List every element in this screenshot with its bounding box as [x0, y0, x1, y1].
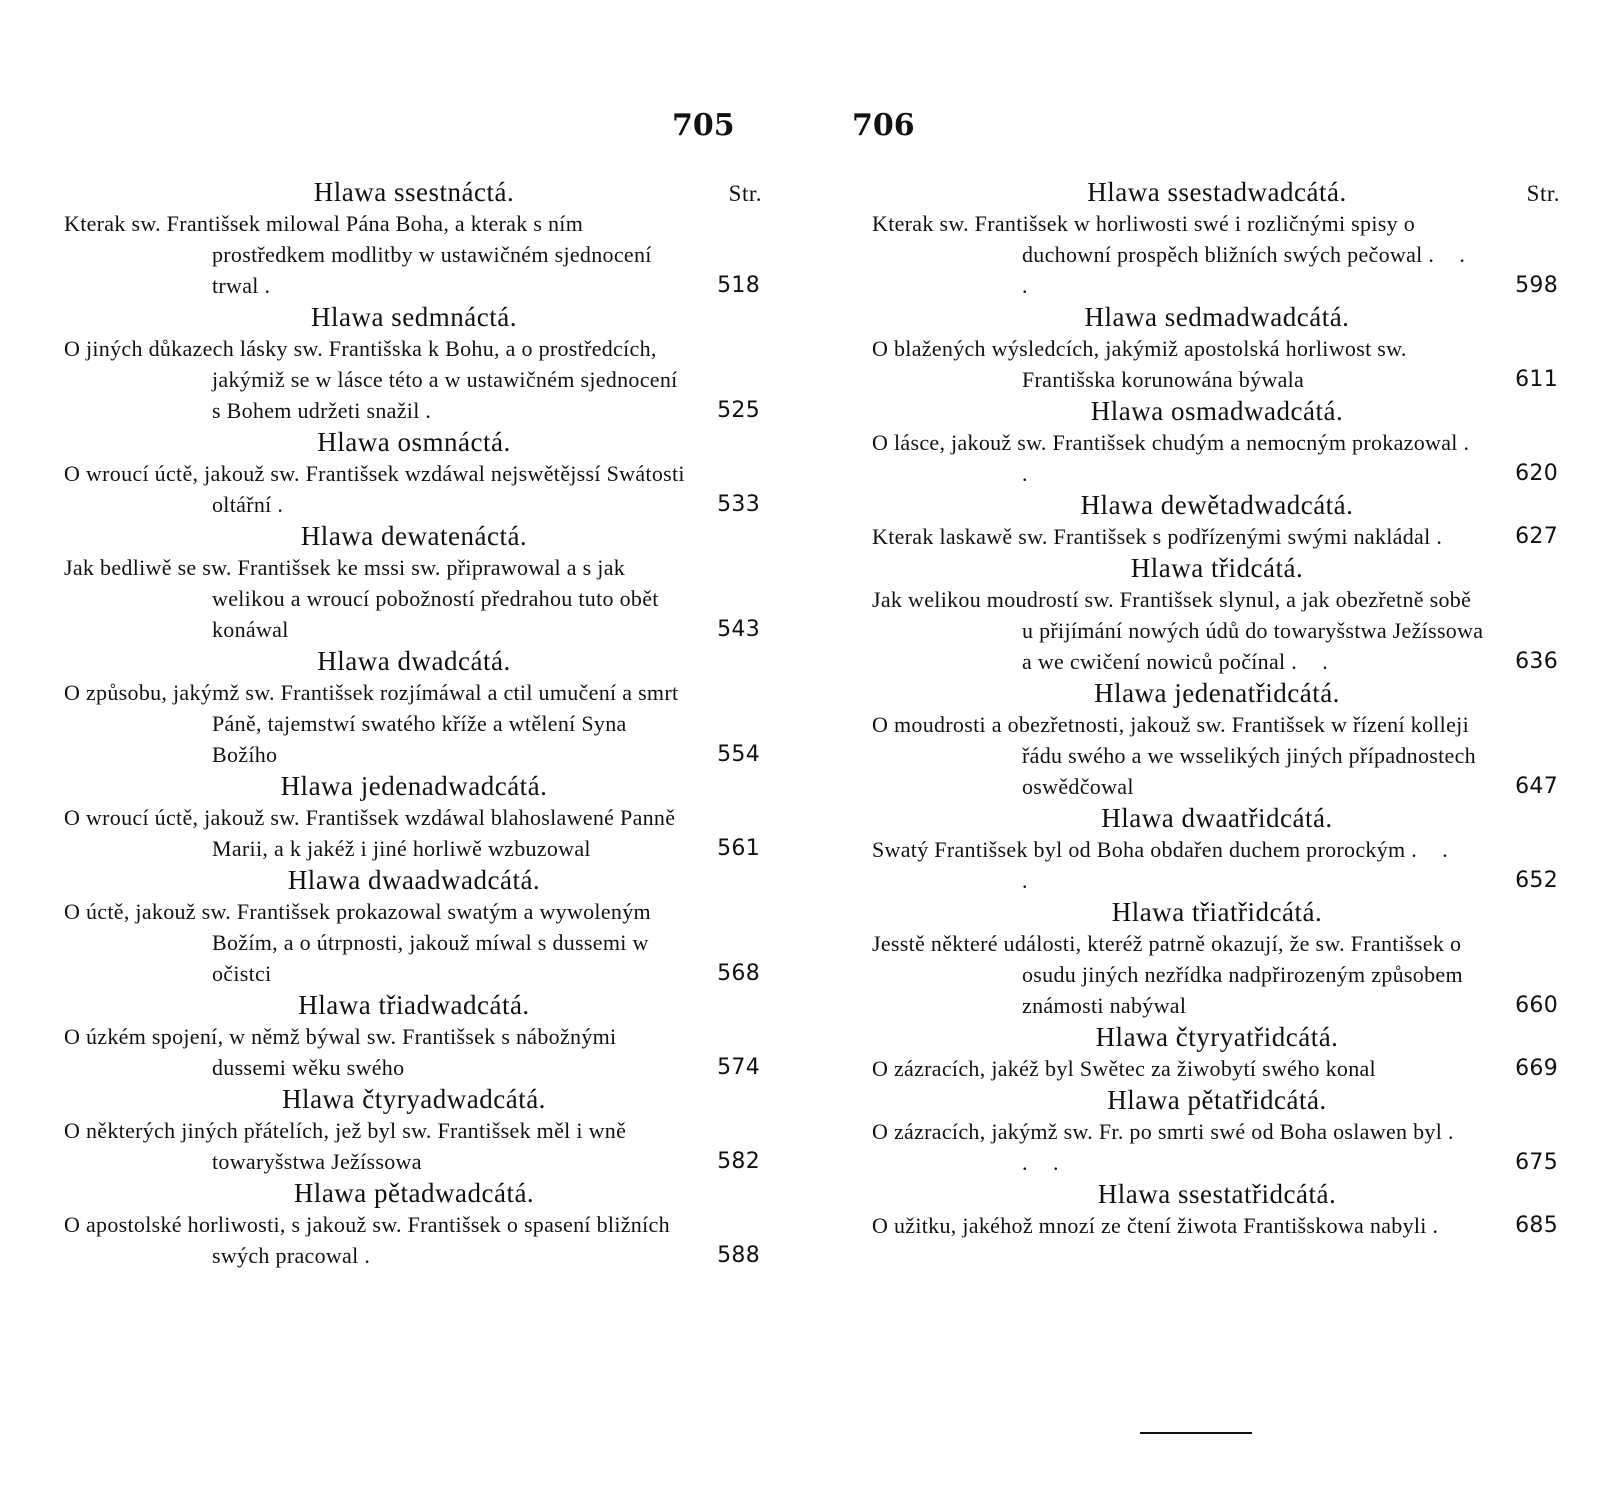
toc-entry [872, 1116, 1562, 1178]
chapter-title [872, 176, 1562, 208]
closing-rule [1140, 1432, 1252, 1434]
toc-entry [872, 1053, 1562, 1084]
entry-leader: . . [1291, 649, 1338, 674]
entry-page-number: 588 [717, 1243, 760, 1268]
chapter-title-text: Hlawa sedmadwadcátá. [1084, 302, 1350, 332]
toc-entry [872, 521, 1562, 552]
chapter-title [872, 489, 1562, 521]
chapter-title [64, 645, 764, 677]
chapter-title [64, 989, 764, 1021]
entry-page-number: 533 [717, 492, 760, 517]
chapter-title-text: Hlawa jedenadwadcátá. [280, 771, 548, 801]
toc-entry [872, 584, 1562, 677]
entry-text: O úzkém spojení, w němž býwal sw. Františsek s nábožnými dussemi wěku swého [64, 1024, 617, 1080]
entry-page-number: 611 [1515, 367, 1558, 392]
toc-entry [64, 1209, 764, 1271]
page-column-label: Str. [728, 181, 762, 206]
chapter-title [872, 1021, 1562, 1053]
chapter-title-text: Hlawa ssestadwadcátá. [1087, 177, 1347, 207]
chapter-title [872, 677, 1562, 709]
toc-entry [872, 427, 1562, 489]
entry-leader: . [425, 398, 441, 423]
page-number-right: 706 [852, 108, 915, 143]
entry-leader: . [1432, 1213, 1449, 1238]
entry-text: O některých jiných přátelích, jež byl sw. Františsek měl i wně towaryšstwa Ježíssowa [64, 1118, 627, 1174]
entry-text: Kterak sw. Františsek w horliwosti swé i rozličnými spisy o duchowní prospěch bližních swých pečowal [872, 211, 1423, 267]
chapter-title-text: Hlawa třidcátá. [1130, 553, 1304, 583]
chapter-title [64, 426, 764, 458]
entry-leader: . . . [1022, 837, 1458, 893]
entry-leader: . . . [1022, 1119, 1464, 1175]
chapter-title-text: Hlawa dwadcátá. [317, 646, 511, 676]
chapter-title-text: Hlawa třiadwadcátá. [298, 990, 530, 1020]
entry-page-number: 636 [1515, 649, 1558, 674]
chapter-title [872, 802, 1562, 834]
toc-column-left [64, 176, 764, 1271]
chapter-title-text: Hlawa třiatřidcátá. [1111, 897, 1323, 927]
toc-entry [64, 1115, 764, 1177]
chapter-title-text: Hlawa dwaatřidcátá. [1101, 803, 1333, 833]
toc-entry [872, 834, 1562, 896]
entry-text: O užitku, jakéhož mnozí ze čtení žiwota Františskowa nabyli [872, 1213, 1427, 1238]
chapter-title [872, 395, 1562, 427]
entry-leader: . [1436, 524, 1452, 549]
chapter-title [64, 864, 764, 896]
chapter-title [64, 1083, 764, 1115]
entry-text: O zázracích, jakéž byl Swětec za žiwobytí swého konal [872, 1056, 1376, 1081]
entry-text: Swatý Františsek byl od Boha obdařen duchem prorockým [872, 837, 1406, 862]
toc-column-right [872, 176, 1562, 1241]
toc-entry [64, 1021, 764, 1083]
toc-entry [872, 1210, 1562, 1241]
chapter-title-text: Hlawa ssestnáctá. [313, 177, 515, 207]
entry-page-number: 685 [1515, 1213, 1558, 1238]
entry-page-number: 568 [717, 961, 760, 986]
toc-entry [872, 208, 1562, 301]
entry-page-number: 543 [717, 617, 760, 642]
page-column-label: Str. [1526, 181, 1560, 206]
chapter-title [872, 1084, 1562, 1116]
entry-text: Kterak sw. Františsek milowal Pána Boha, a kterak s ním prostředkem modlitby w ustawičném sjednocení trwal [64, 211, 652, 298]
entry-page-number: 554 [717, 742, 760, 767]
chapter-title [64, 301, 764, 333]
chapter-title [872, 552, 1562, 584]
chapter-title-text: Hlawa pětatřidcátá. [1107, 1085, 1327, 1115]
entry-page-number: 518 [717, 273, 760, 298]
toc-entry [64, 458, 764, 520]
chapter-title [872, 896, 1562, 928]
entry-text: O jiných důkazech lásky sw. Františska k Bohu, a o prostředcích, jakýmiž se w lásce této a w ustawičném sjednocení s Bohem udržeti snažil [64, 336, 678, 423]
entry-text: Jesstě některé události, kteréž patrně okazují, že sw. Františsek o osudu jiných nezřídka nadpřirozeným způsobem známosti nabýwal [872, 931, 1463, 1018]
page-number-left: 705 [672, 108, 735, 143]
chapter-title-text: Hlawa ssestatřidcátá. [1097, 1179, 1337, 1209]
toc-entry [64, 333, 764, 426]
entry-text: Jak welikou moudrostí sw. Františsek slynul, a jak obezřetně sobě u přijímání nowých údů do towaryšstwa Ježíssowa a we cwičení nowiců počínal [872, 587, 1484, 674]
chapter-title-text: Hlawa čtyryatřidcátá. [1095, 1022, 1339, 1052]
entry-leader: . [264, 273, 281, 298]
chapter-title-text: Hlawa dwaadwadcátá. [287, 865, 541, 895]
entry-text: O blažených wýsledcích, jakýmiž apostolská horliwost sw. Františska korunowána býwala [872, 336, 1407, 392]
chapter-title-text: Hlawa dewětadwadcátá. [1080, 490, 1354, 520]
entry-page-number: 675 [1515, 1150, 1558, 1175]
entry-text: Kterak laskawě sw. Františsek s podřízenými swými nakládal [872, 524, 1431, 549]
chapter-title [64, 1177, 764, 1209]
chapter-title [872, 1178, 1562, 1210]
entry-page-number: 525 [717, 398, 760, 423]
toc-entry [64, 552, 764, 645]
entry-page-number: 660 [1515, 993, 1558, 1018]
toc-entry [872, 333, 1562, 395]
chapter-title [872, 301, 1562, 333]
chapter-title-text: Hlawa dewatenáctá. [300, 521, 528, 551]
entry-leader: . . . [1022, 242, 1475, 298]
entry-page-number: 652 [1515, 868, 1558, 893]
entry-leader: . [277, 492, 293, 517]
chapter-title-text: Hlawa sedmnáctá. [311, 302, 517, 332]
entry-page-number: 598 [1515, 273, 1558, 298]
entry-page-number: 620 [1515, 461, 1558, 486]
entry-page-number: 561 [717, 836, 760, 861]
entry-page-number: 647 [1515, 774, 1558, 799]
entry-page-number: 627 [1515, 524, 1558, 549]
entry-page-number: 574 [717, 1055, 760, 1080]
chapter-title [64, 520, 764, 552]
toc-entry [64, 802, 764, 864]
entry-text: O wroucí úctě, jakouž sw. Františsek wzdáwal blahoslawené Panně Marii, a k jakéž i jiné horliwě wzbuzowal [64, 805, 676, 861]
entry-leader: . [364, 1243, 380, 1268]
chapter-title-text: Hlawa osmnáctá. [317, 427, 511, 457]
toc-entry [64, 896, 764, 989]
chapter-title-text: Hlawa osmadwadcátá. [1090, 396, 1344, 426]
entry-text: Jak bedliwě se sw. Františsek ke mssi sw. připrawowal a s jak welikou a wroucí pobožností předrahou tuto obět konáwal [64, 555, 659, 642]
toc-entry [872, 928, 1562, 1021]
entry-text: O úctě, jakouž sw. Františsek prokazowal swatým a wywoleným Božím, a o útrpnosti, jakouž míwal s dussemi w očistci [64, 899, 651, 986]
chapter-title-text: Hlawa pětadwadcátá. [293, 1178, 535, 1208]
entry-text: O wroucí úctě, jakouž sw. Františsek wzdáwal nejswětějssí Swátosti oltářní [64, 461, 685, 517]
entry-text: O lásce, jakouž sw. Františsek chudým a nemocným prokazowal [872, 430, 1458, 455]
chapter-title-text: Hlawa jedenatřidcátá. [1094, 678, 1340, 708]
entry-page-number: 582 [717, 1149, 760, 1174]
entry-text: O zázracích, jakýmž sw. Fr. po smrti swé od Boha oslawen byl [872, 1119, 1443, 1144]
chapter-title-text: Hlawa čtyryadwadcátá. [282, 1084, 546, 1114]
toc-entry [64, 208, 764, 301]
entry-page-number: 669 [1515, 1056, 1558, 1081]
entry-text: O způsobu, jakýmž sw. Františsek rozjímáwal a ctil umučení a smrt Páně, tajemstwí swatého kříže a wtělení Syna Božího [64, 680, 679, 767]
toc-entry [872, 709, 1562, 802]
entry-text: O moudrosti a obezřetnosti, jakouž sw. Františsek w řízení kolleji řádu swého a we wsselikých jiných případnostech oswědčowal [872, 712, 1476, 799]
toc-entry [64, 677, 764, 770]
chapter-title [64, 176, 764, 208]
entry-leader: . . [1022, 430, 1479, 486]
entry-text: O apostolské horliwosti, s jakouž sw. Františsek o spasení bližních swých pracowal [64, 1212, 670, 1268]
chapter-title [64, 770, 764, 802]
